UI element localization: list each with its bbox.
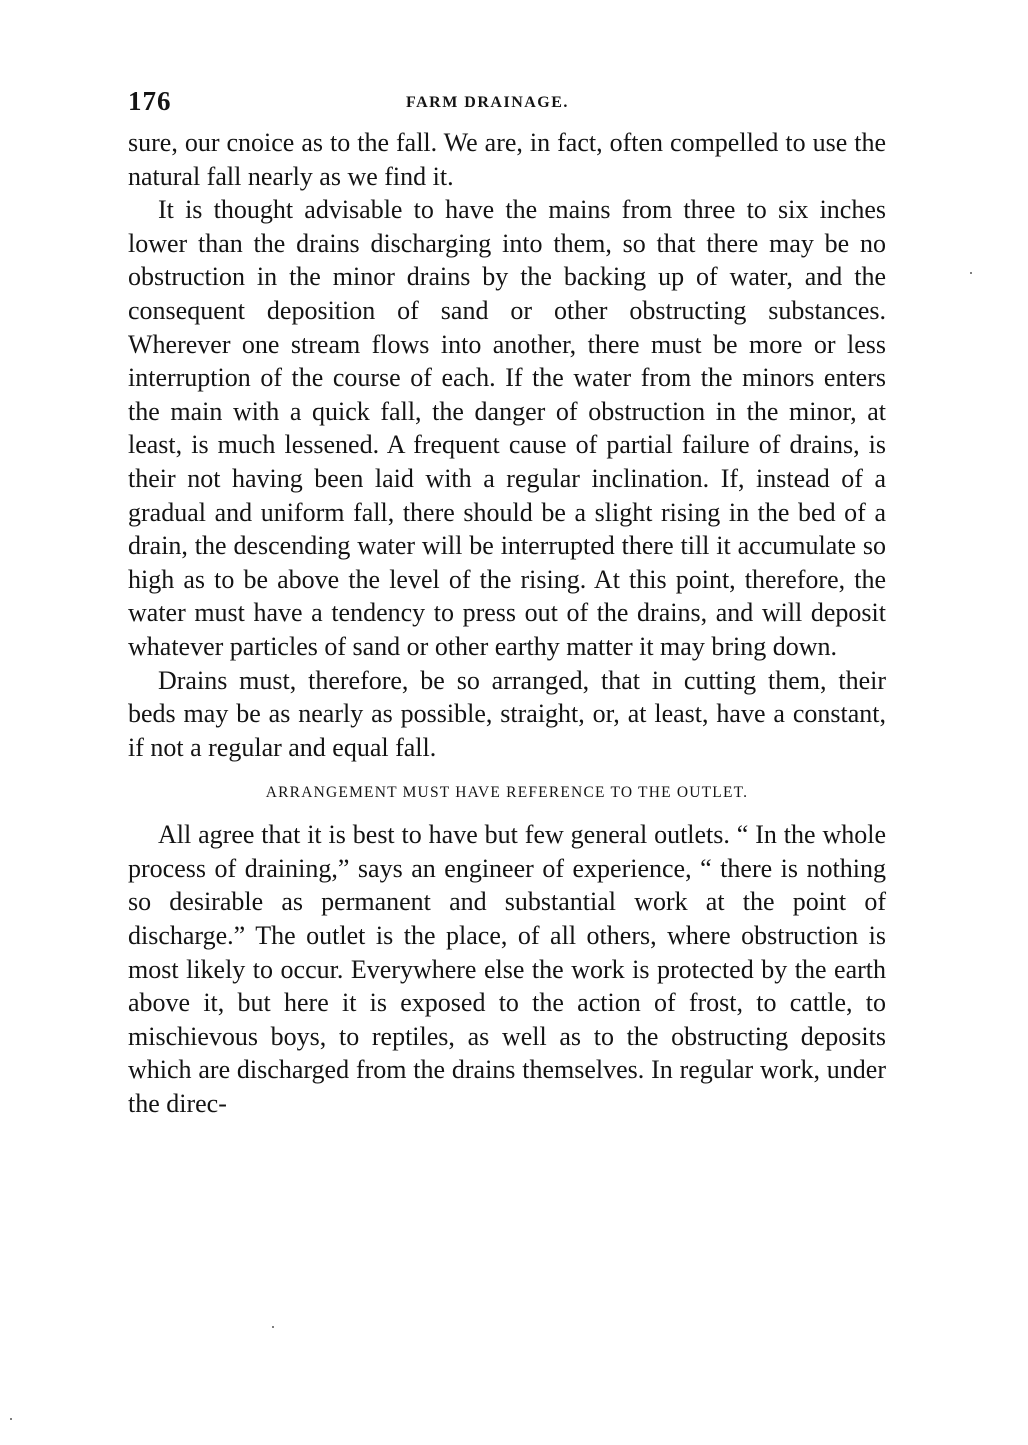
- scan-speck: [10, 1418, 12, 1420]
- paragraph-drain-arrangement: Drains must, therefore, be so arranged, that in cutting them, their beds may be as nearly as possible, straight, or, at least, have a constant, if not a regular and equal fall.: [128, 665, 886, 762]
- section-heading: ARRANGEMENT MUST HAVE REFERENCE TO THE OUTLET.: [265, 784, 749, 802]
- scan-speck: [970, 272, 972, 274]
- paragraph-mains-depth: It is thought advisable to have the mains from three to six inches lower than the drains discharging into them, so that there may be no obstruction in the minor drains by the backing up of water, and the consequent deposition of sand or other obstructing substances. Wherever one stream flows into another, there must be more or less interruption of the course of each. If the water from the minors enters the main with a quick fall, the danger of obstruction in the minor, at least, is much lessened. A frequent cause of partial failure of drains, is their not having been laid with a regular inclination. If, instead of a gradual and uniform fall, there should be a slight rising in the bed of a drain, the descending water will be interrupted there till it accumulate so high as to be above the level of the rising. At this point, therefore, the water must have a tendency to press out of the drains, and will deposit whatever particles of sand or other earthy matter it may bring down.: [128, 195, 886, 661]
- paragraph-outlets: All agree that it is best to have but few general outlets. “ In the whole process of draining,” says an engineer of experience, “ there is nothing so desirable as permanent and substantial work at the point of discharge.” The outlet is the place, of all others, where obstruction is most likely to occur. Everywhere else the work is protected by the earth above it, but here it is exposed to the action of frost, to cattle, to mischievous boys, to reptiles, as well as to the obstructing deposits which are discharged from the drains themselves. In regular work, under the direc-: [128, 820, 886, 1119]
- running-head: [128, 86, 886, 126]
- page-number: 176: [128, 86, 172, 116]
- running-title: FARM DRAINAGE.: [406, 94, 569, 111]
- paragraph-continued: sure, our cnoice as to the fall. We are, in fact, often compelled to use the natural fall nearly as we find it.: [128, 128, 886, 191]
- book-page: [128, 86, 886, 1121]
- scan-speck: [272, 1326, 274, 1328]
- body-text: [128, 126, 886, 1121]
